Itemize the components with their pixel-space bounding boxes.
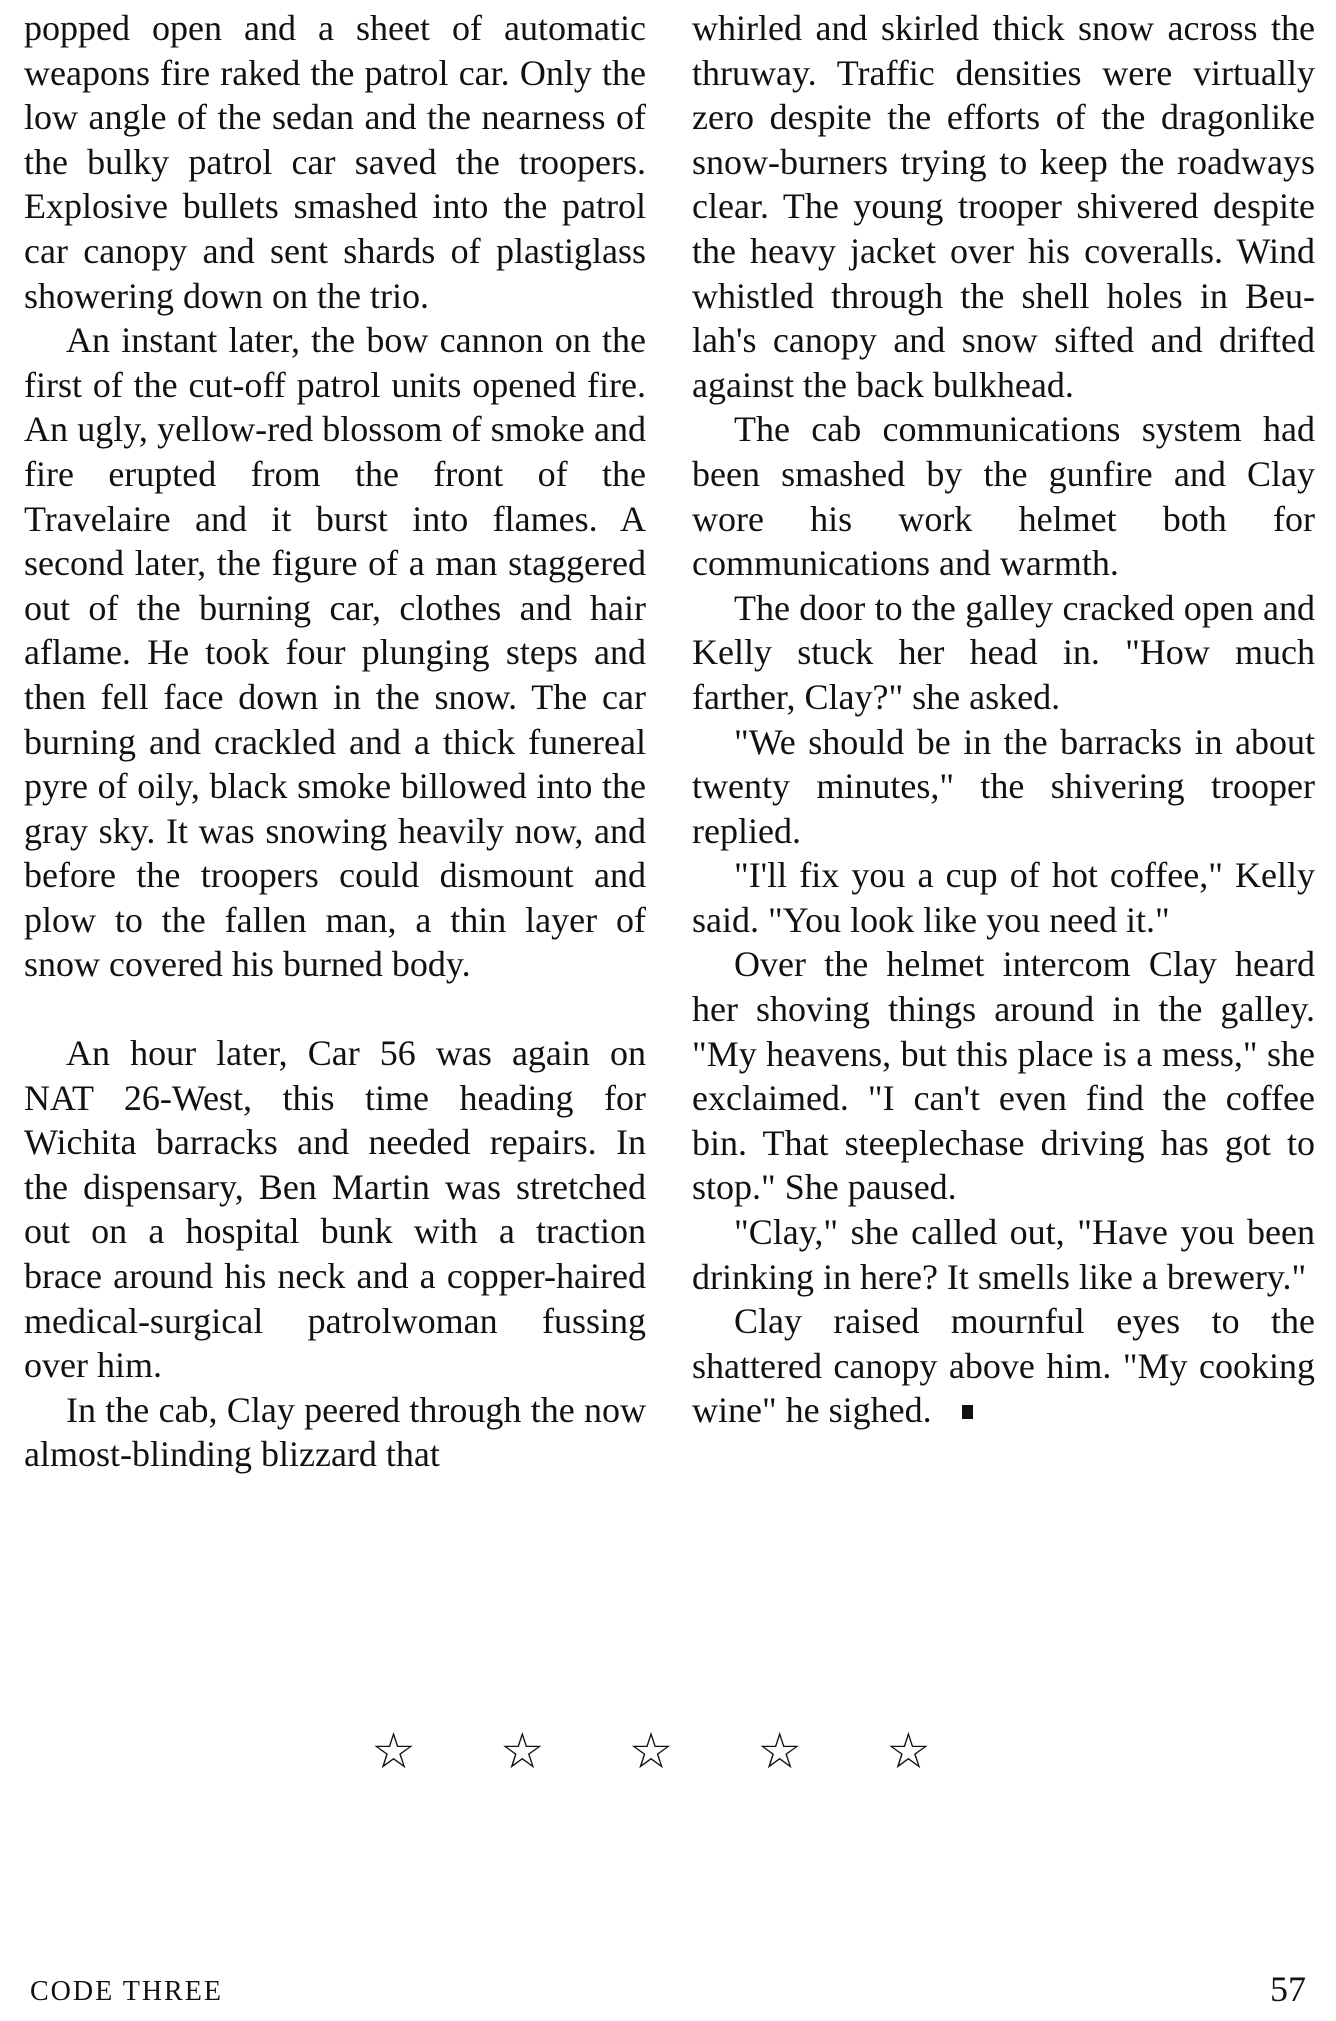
paragraph: whirled and skirled thick snow across the thruway. Traffic densities were virtually zero despite the efforts of the dragonlike snow-burners trying to keep the roadways clear. The young trooper shivered despite the heavy jacket over his coveralls. Wind whistled through the shell holes in Beulah's canopy and snow sifted and drifted against the back bulkhead. [692, 8, 1315, 405]
running-footer-title: CODE THREE [30, 1976, 223, 2007]
end-of-story-mark [962, 1405, 973, 1419]
star-ornament: ☆ ☆ ☆ ☆ ☆ [371, 1722, 965, 1780]
paragraph: "We should be in the barracks in about twenty minutes," the shivering trooper replied. [692, 721, 1315, 851]
paragraph: popped open and a sheet of automatic weapons fire raked the patrol car. Only the low angle of the sedan and the nearness of the bulky patrol car saved the troopers. Explosive bullets smashed into the patrol car canopy and sent shards of plastiglass showering down on the trio. [24, 8, 646, 316]
paragraph: Over the helmet intercom Clay heard her shoving things around in the galley. "My heavens, but this place is a mess," she exclaimed. "I can't even find the coffee bin. That steeplechase driving has got to stop." She paused. [692, 944, 1315, 1208]
paragraph: An instant later, the bow cannon on the first of the cut-off patrol units opened fire. An ugly, yellow-red blossom of smoke and fire erupted from the front of the Travelaire and it burst into flames. A second later, the figure of a man staggered out of the burning car, clothes and hair aflame. He took four plunging steps and then fell face down in the snow. The car burning and crackled and a thick funereal pyre of oily, black smoke billowed into the gray sky. It was snowing heavily now, and before the troopers could dismount and plow to the fallen man, a thin layer of snow covered his burned body. [24, 320, 646, 985]
left-text-column [24, 6, 646, 1477]
final-paragraph [692, 1299, 1315, 1433]
paragraph: "I'll fix you a cup of hot coffee," Kelly said. "You look like you need it." [692, 855, 1315, 940]
page-number: 57 [1270, 1969, 1306, 2009]
paragraph: The cab communications system had been smashed by the gunfire and Clay wore his work helmet both for communications and warmth. [692, 409, 1315, 584]
right-text-column [692, 6, 1315, 1433]
paragraph: An hour later, Car 56 was again on NAT 26-West, this time heading for Wichita barracks and needed repairs. In the dispensary, Ben Martin was stretched out on a hospital bunk with a traction brace around his neck and a copper-haired medical-surgical patrolwoman fussing over him. [24, 1033, 646, 1386]
paragraph: "Clay," she called out, "Have you been drinking in here? It smells like a brewery." [692, 1212, 1315, 1297]
final-paragraph-text: Clay raised mournful eyes to the shattered canopy above him. "My cooking wine" he sighed. [692, 1301, 1315, 1431]
paragraph: In the cab, Clay peered through the now almost-blinding blizzard that [24, 1389, 646, 1475]
paragraph: The door to the galley cracked open and Kelly stuck her head in. "How much farther, Clay?" she asked. [692, 587, 1315, 717]
